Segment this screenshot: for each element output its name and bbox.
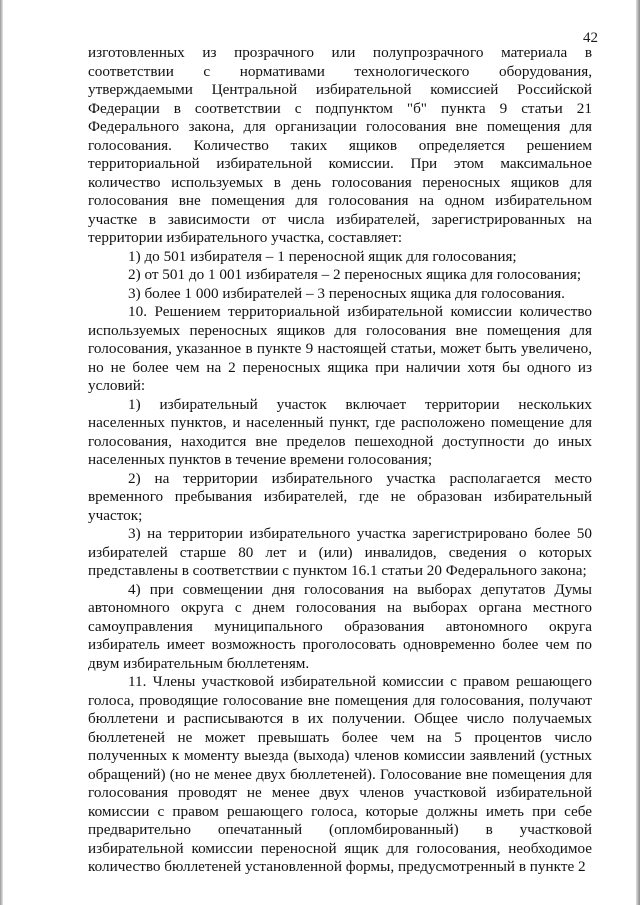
condition-item-4: 4) при совмещении дня голосования на выборах депутатов Думы автономного округа с днем голосования на выборах органа местного самоуправления муниципального образования автономного округа избиратель имеет возможность проголосовать одновременно более чем по двум избирательным бюллетеням. <box>88 580 592 672</box>
condition-item-1: 1) избирательный участок включает территории нескольких населенных пунктов, и населенный пункт, где расположено помещение для голосования, находится вне пределов пешеходной доступности до иных населенных пунктов в течение времени голосования; <box>88 395 592 468</box>
list-item-3: 3) более 1 000 избирателей – 3 переносных ящика для голосования. <box>128 284 565 302</box>
document-text-body <box>88 44 592 877</box>
paragraph-continuation: изготовленных из прозрачного или полупрозрачного материала в соответствии с нормативами технологического оборудования, утверждаемыми Центральной избирательной комиссией Российской Федерации в соответствии с подпунктом "б" пункта 9 статьи 21 Федерального закона, для организации голосования вне помещения для голосования. Количество таких ящиков определяется решением территориальной избирательной комиссии. При этом максимальное количество используемых в день голосования переносных ящиков для голосования вне помещения для голосования на одном избирательном участке в зависимости от числа избирателей, зарегистрированных на территории избирательного участка, составляет: <box>88 44 592 246</box>
paragraph-clause-11: 11. Члены участковой избирательной комиссии с правом решающего голоса, проводящие голосование вне помещения для голосования, получают бюллетени и расписываются в их получении. Общее число получаемых бюллетеней не может превышать более чем на 5 процентов число полученных к моменту выезда (выхода) членов комиссии заявлений (устных обращений) (но не менее двух бюллетеней). Голосование вне помещения для голосования проводят не менее двух членов участковой избирательной комиссии с правом решающего голоса, которые должны иметь при себе предварительно опечатанный (опломбированный) в участковой избирательной комиссии переносной ящик для голосования, необходимое количество бюллетеней установленной формы, предусмотренный в пункте 2 <box>88 673 592 875</box>
page-number: 42 <box>583 30 598 46</box>
scan-edge-right <box>636 0 640 905</box>
condition-item-3: 3) на территории избирательного участка зарегистрировано более 50 избирателей старше 80 лет и (или) инвалидов, сведения о которых представлены в соответствии с пунктом 16.1 статьи 20 Федерального закона; <box>88 525 592 579</box>
list-item-1: 1) до 501 избирателя – 1 переносной ящик для голосования; <box>128 247 517 265</box>
condition-item-2: 2) на территории избирательного участка располагается место временного пребывания избирателей, где не образован избирательный участок; <box>88 469 592 524</box>
scan-edge-left <box>0 0 3 905</box>
paragraph-clause-10: 10. Решением территориальной избирательной комиссии количество используемых переносных ящиков для голосования вне помещения для голосования, указанное в пункте 9 настоящей статьи, может быть увеличено, но не более чем на 2 переносных ящика при наличии хотя бы одного из условий: <box>88 303 592 394</box>
list-item-2: 2) от 501 до 1 001 избирателя – 2 переносных ящика для голосования; <box>128 266 582 283</box>
